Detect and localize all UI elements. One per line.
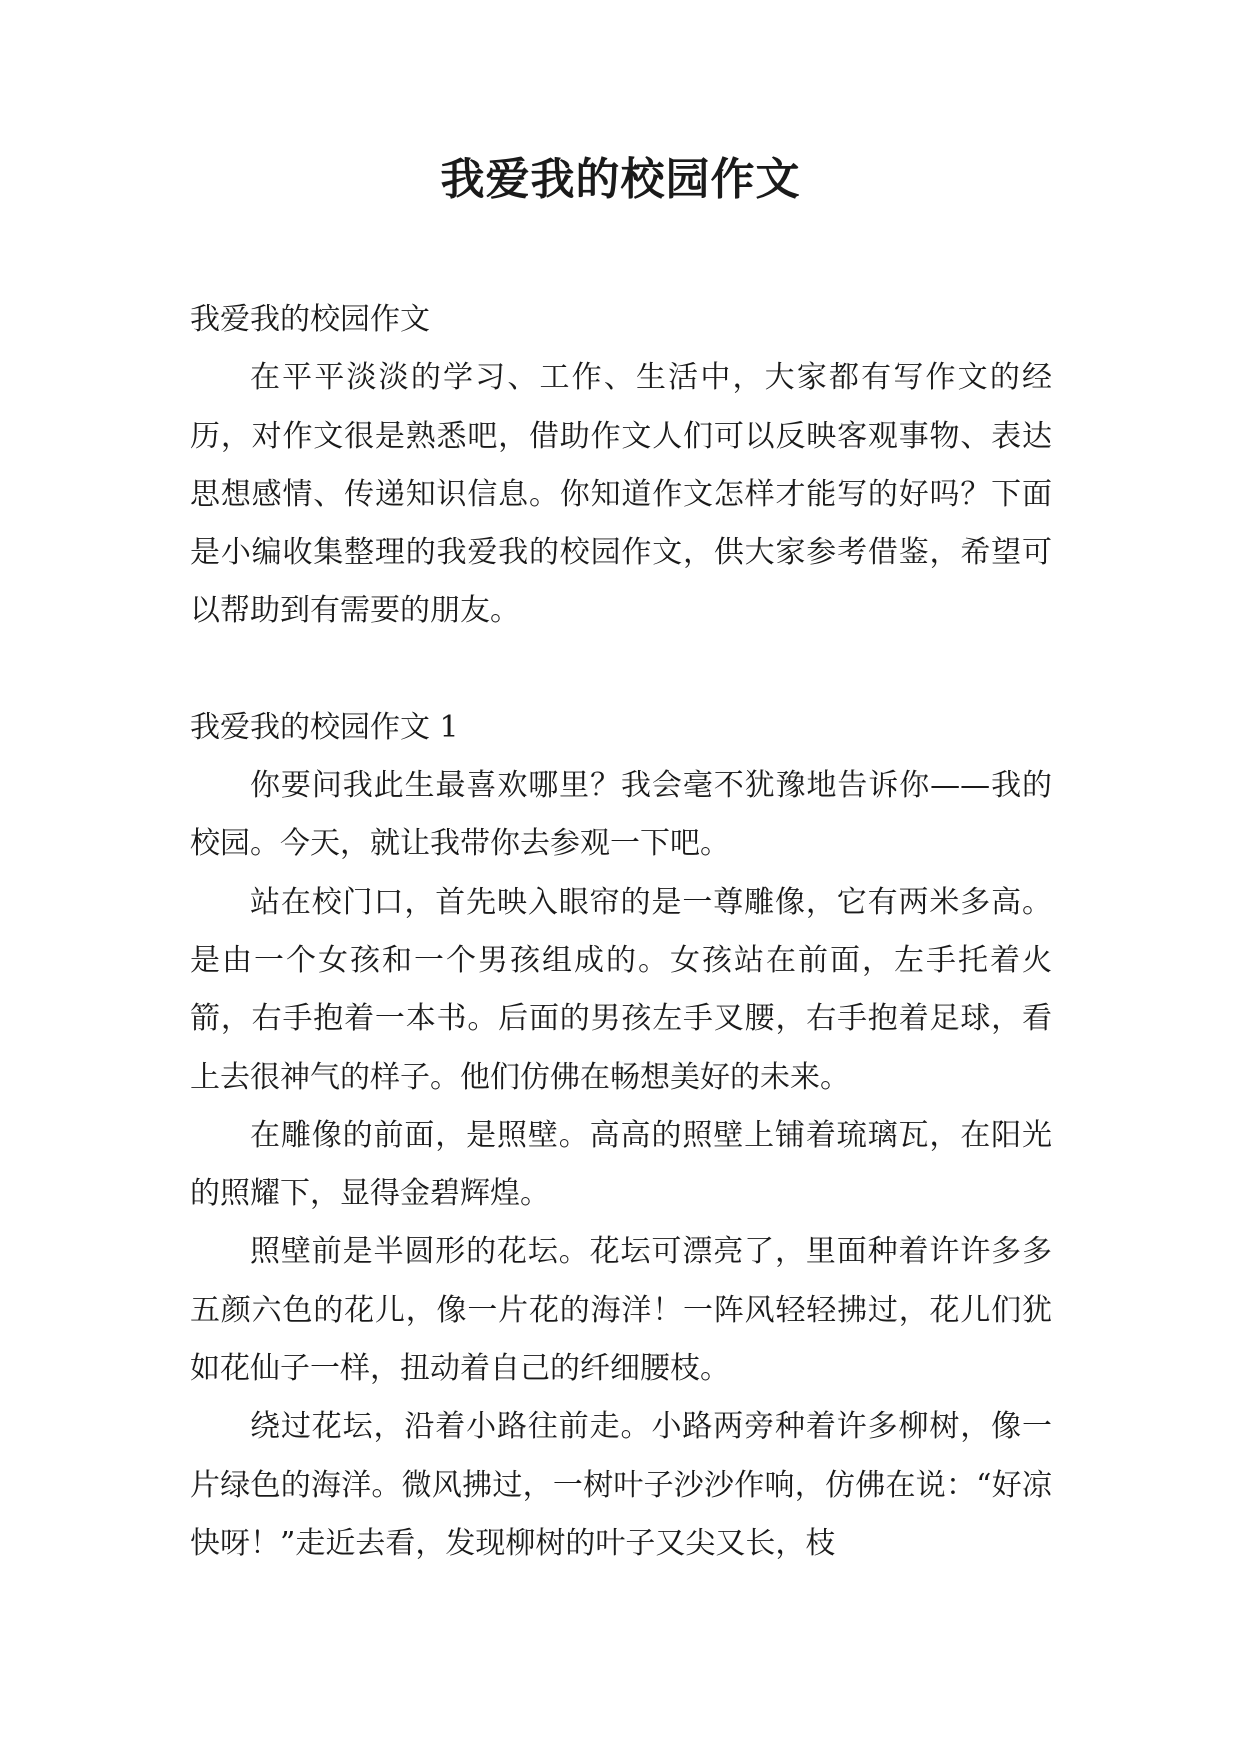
section-spacer bbox=[190, 641, 1052, 699]
essay1-paragraph: 照壁前是半圆形的花坛。花坛可漂亮了，里面种着许许多多五颜六色的花儿，像一片花的海洋！一阵风轻轻拂过，花儿们犹如花仙子一样，扭动着自己的纤细腰枝。 bbox=[190, 1234, 1052, 1387]
intro-heading: 我爱我的校园作文 bbox=[190, 302, 430, 337]
essay1-paragraph: 在雕像的前面，是照壁。高高的照壁上铺着琉璃瓦，在阳光的照耀下，显得金碧辉煌。 bbox=[190, 1117, 1052, 1212]
essay1-paragraph: 绕过花坛，沿着小路往前走。小路两旁种着许多柳树，像一片绿色的海洋。微风拂过，一树叶子沙沙作响，仿佛在说：“好凉快呀！”走近去看，发现柳树的叶子又尖又长，枝 bbox=[190, 1409, 1052, 1561]
essay1-paragraph: 你要问我此生最喜欢哪里？我会毫不犹豫地告诉你——我的校园。今天，就让我带你去参观一下吧。 bbox=[190, 768, 1052, 862]
essay1-heading: 我爱我的校园作文 1 bbox=[190, 709, 459, 745]
document-title: 我爱我的校园作文 bbox=[440, 154, 801, 205]
essay1-paragraph: 站在校门口，首先映入眼帘的是一尊雕像，它有两米多高。是由一个女孩和一个男孩组成的。女孩站在前面，左手托着火箭，右手抱着一本书。后面的男孩左手叉腰，右手抱着足球，看上去很神气的样子。他们仿佛在畅想美好的未来。 bbox=[190, 884, 1052, 1095]
document-body bbox=[190, 291, 1052, 1573]
intro-paragraph: 在平平淡淡的学习、工作、生活中，大家都有写作文的经历，对作文很是熟悉吧，借助作文人们可以反映客观事物、表达思想感情、传递知识信息。你知道作文怎样才能写的好吗？下面是小编收集整理的我爱我的校园作文，供大家参考借鉴，希望可以帮助到有需要的朋友。 bbox=[190, 360, 1052, 629]
